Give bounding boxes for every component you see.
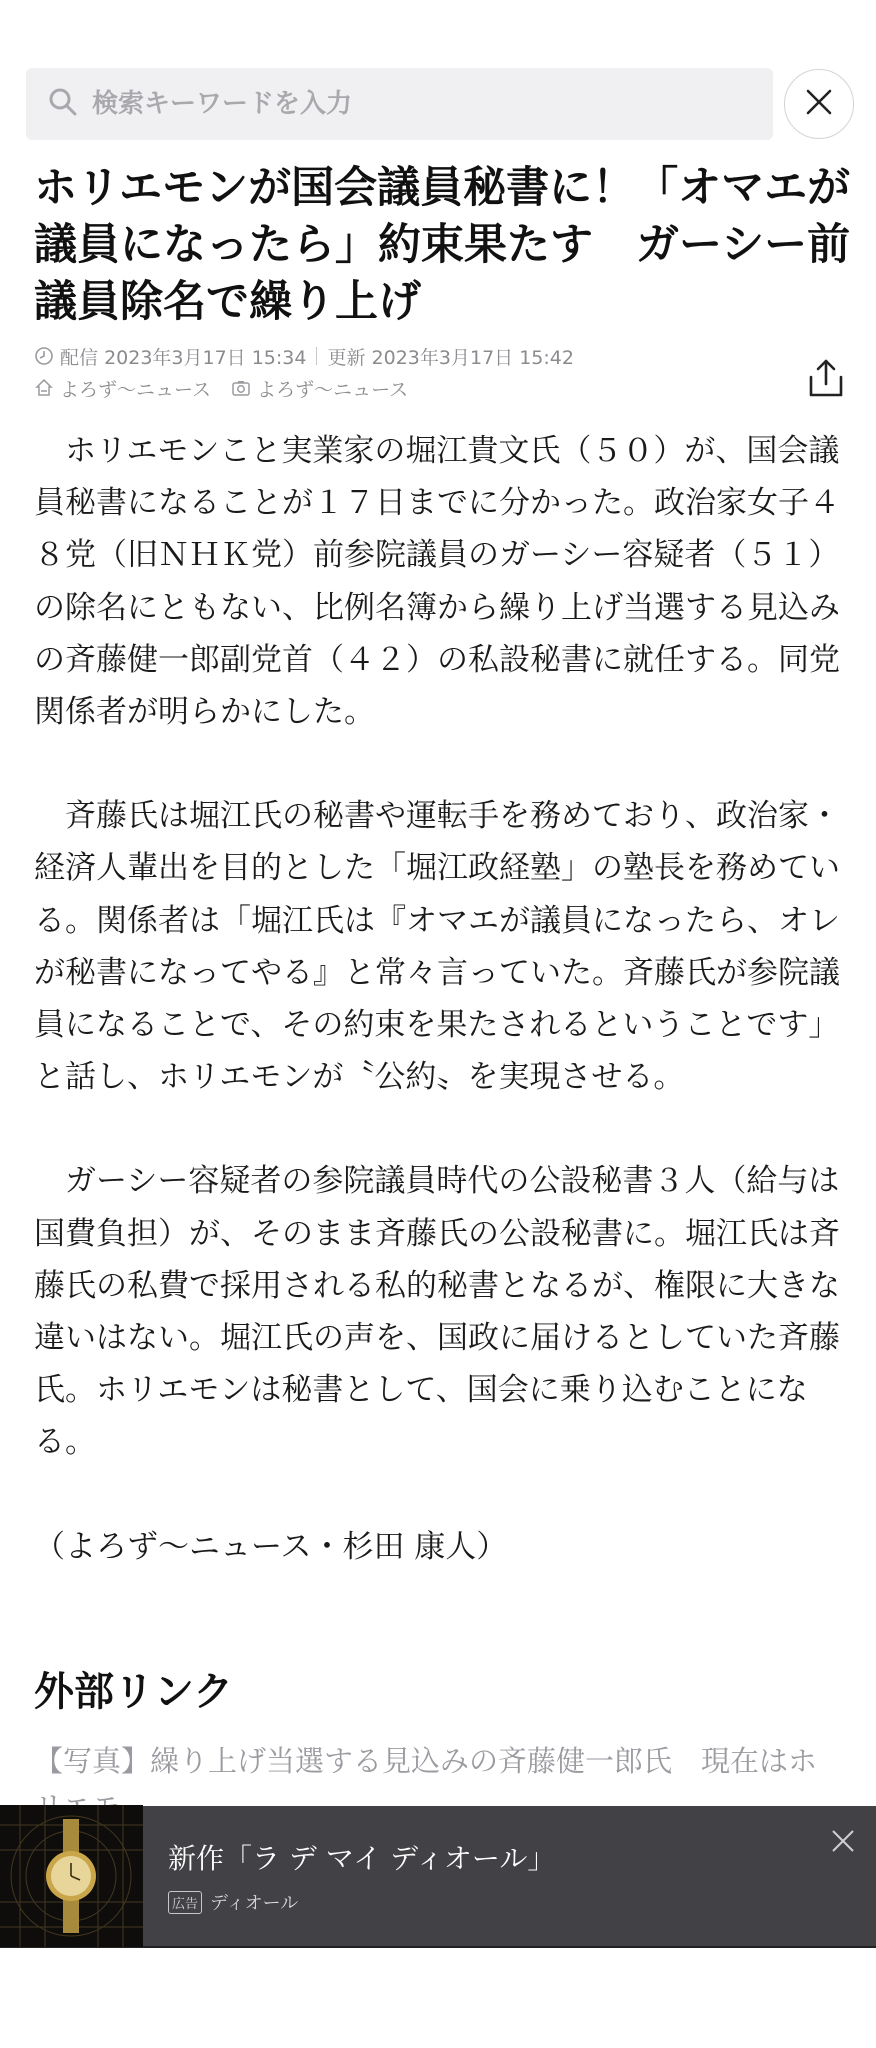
ad-image[interactable] — [0, 1805, 143, 1947]
article-paragraph: ホリエモンこと実業家の堀江貴文氏（５０）が、国会議員秘書になることが１７日までに分かった。政治家女子４８党（旧ＮＨＫ党）前参院議員のガーシー容疑者（５１）の除名にともない、比例名簿から繰り上げ当選する見込みの斉藤健一郎副党首（４２）の私設秘書に就任する。同党関係者が明らかにした。 — [34, 433, 840, 731]
search-input[interactable] — [92, 89, 773, 119]
ad-meta — [168, 1889, 555, 1915]
external-links-heading: 外部リンク — [34, 1669, 234, 1715]
close-button[interactable] — [784, 69, 854, 139]
ad-close-button[interactable] — [830, 1828, 856, 1854]
ad-title[interactable]: 新作「ラ デ マイ ディオール」 — [168, 1842, 556, 1875]
ad-advertiser: ディオール — [210, 1893, 299, 1914]
photo-credit: よろず〜ニュース — [257, 378, 409, 401]
search-field[interactable] — [26, 68, 773, 140]
external-link[interactable]: 【写真】繰り上げ当選する見込みの斉藤健一郎氏 現在はホ — [34, 1744, 818, 1778]
source-name[interactable]: よろず〜ニュース — [60, 378, 212, 401]
camera-icon — [231, 378, 251, 398]
ad-badge: 広告 — [168, 1891, 202, 1914]
meta-divider — [316, 347, 317, 365]
source-line — [34, 372, 856, 404]
close-icon — [805, 88, 833, 120]
search-icon — [48, 87, 78, 121]
article-meta — [34, 340, 856, 404]
search-bar — [26, 68, 854, 140]
article-byline: （よろず〜ニュース・杉田 康人） — [34, 1528, 508, 1565]
updated-date: 2023年3月17日 15:42 — [371, 346, 574, 369]
date-line — [34, 340, 856, 372]
published-label: 配信 — [60, 346, 99, 369]
article-paragraph: ガーシー容疑者の参院議員時代の公設秘書３人（給与は国費負担）が、そのまま斉藤氏の公設秘書に。堀江氏は斉藤氏の私費で採用される私的秘書となるが、権限に大きな違いはない。堀江氏の声を、国政に届けるとしていた斉藤氏。ホリエモンは秘書として、国会に乗り込むことになる。 — [34, 1163, 840, 1461]
article-paragraph: 斉藤氏は堀江氏の秘書や運転手を務めており、政治家・経済人輩出を目的とした「堀江政経塾」の塾長を務めている。関係者は「堀江氏は『オマエが議員になったら、オレが秘書になってやる』と常々言っていた。斉藤氏が参院議員になることで、その約束を果たされるということです」と話し、ホリエモンが〝公約〟を実現させる。 — [34, 798, 840, 1096]
clock-icon — [34, 346, 54, 366]
article-headline: ホリエモンが国会議員秘書に！「オマエが議員になったら」約束果たす ガーシー前議員除名で繰り上げ — [34, 163, 851, 327]
close-icon — [830, 1839, 856, 1858]
ad-banner[interactable] — [0, 1806, 876, 1948]
share-icon — [806, 384, 846, 403]
published-date: 2023年3月17日 15:34 — [104, 346, 307, 369]
ad-content[interactable] — [168, 1837, 555, 1915]
publisher-icon — [34, 378, 54, 398]
share-button[interactable] — [806, 357, 846, 399]
updated-label: 更新 — [327, 346, 366, 369]
article-body — [34, 425, 842, 1625]
